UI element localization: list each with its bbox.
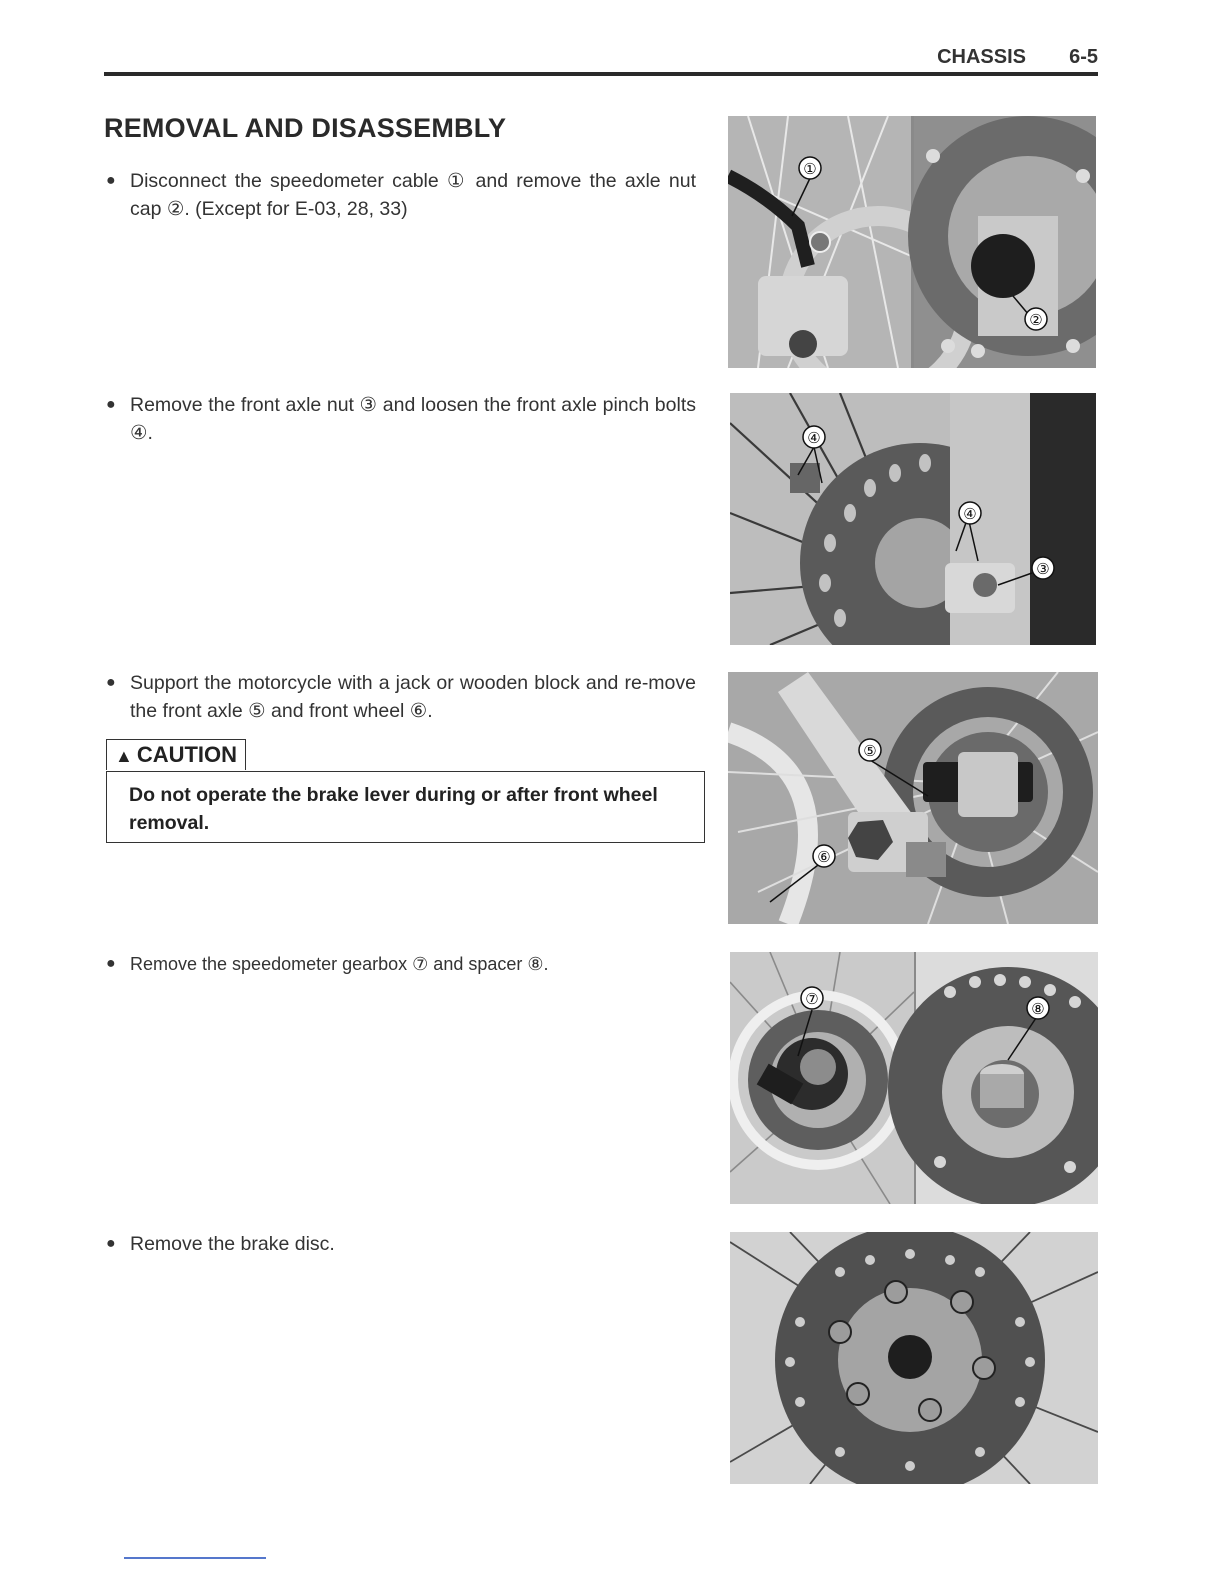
callout-6: ⑥ — [817, 849, 831, 866]
page-title: REMOVAL AND DISASSEMBLY — [104, 113, 507, 143]
caution-heading: CAUTION — [136, 742, 238, 767]
callout-3: ③ — [1036, 561, 1050, 578]
page-header — [104, 46, 1098, 72]
bullet-icon: ● — [106, 955, 116, 972]
photo-speedometer-gearbox — [730, 952, 1098, 1204]
callout-4b: ④ — [963, 506, 977, 523]
bullet-icon: ● — [106, 674, 116, 691]
caution-box — [106, 771, 705, 843]
step-text: Disconnect the speedometer cable ① and remove the axle nut cap ②. (Except for E-03, 28, 33) — [130, 170, 696, 220]
photo-front-axle-wheel — [728, 672, 1098, 924]
step-text: Support the motorcycle with a jack or wooden block and re-move the front axle ⑤ and front wheel ⑥. — [130, 672, 696, 722]
step-3 — [106, 669, 696, 725]
step-text: Remove the speedometer gearbox ⑦ and spacer ⑧. — [130, 954, 549, 974]
step-text: Remove the front axle nut ③ and loosen the front axle pinch bolts ④. — [130, 394, 696, 444]
page-number: 6-5 — [1069, 46, 1098, 68]
callout-8: ⑧ — [1031, 1001, 1045, 1018]
step-4 — [106, 950, 696, 978]
bullet-icon: ● — [106, 396, 116, 413]
step-2 — [106, 391, 696, 447]
bottom-underline — [124, 1557, 266, 1559]
photo-front-axle-nut — [730, 393, 1096, 645]
bullet-icon: ● — [106, 172, 116, 189]
callout-7: ⑦ — [805, 991, 819, 1008]
callout-5: ⑤ — [863, 743, 877, 760]
warning-triangle-icon: ▲ — [115, 746, 133, 766]
step-1 — [106, 167, 696, 223]
bullet-icon: ● — [106, 1235, 116, 1252]
step-text: Remove the brake disc. — [130, 1233, 335, 1255]
caution-text: Do not operate the brake lever during or after front wheel removal. — [129, 784, 658, 834]
callout-1: ① — [803, 161, 817, 178]
photo-brake-disc — [730, 1232, 1098, 1484]
callout-2: ② — [1029, 312, 1043, 329]
photo-speedometer-cable — [728, 116, 1096, 368]
callout-4a: ④ — [807, 430, 821, 447]
step-5 — [106, 1230, 696, 1258]
header-rule — [104, 72, 1098, 76]
caution-label — [106, 739, 246, 770]
section-title: CHASSIS — [937, 46, 1026, 68]
